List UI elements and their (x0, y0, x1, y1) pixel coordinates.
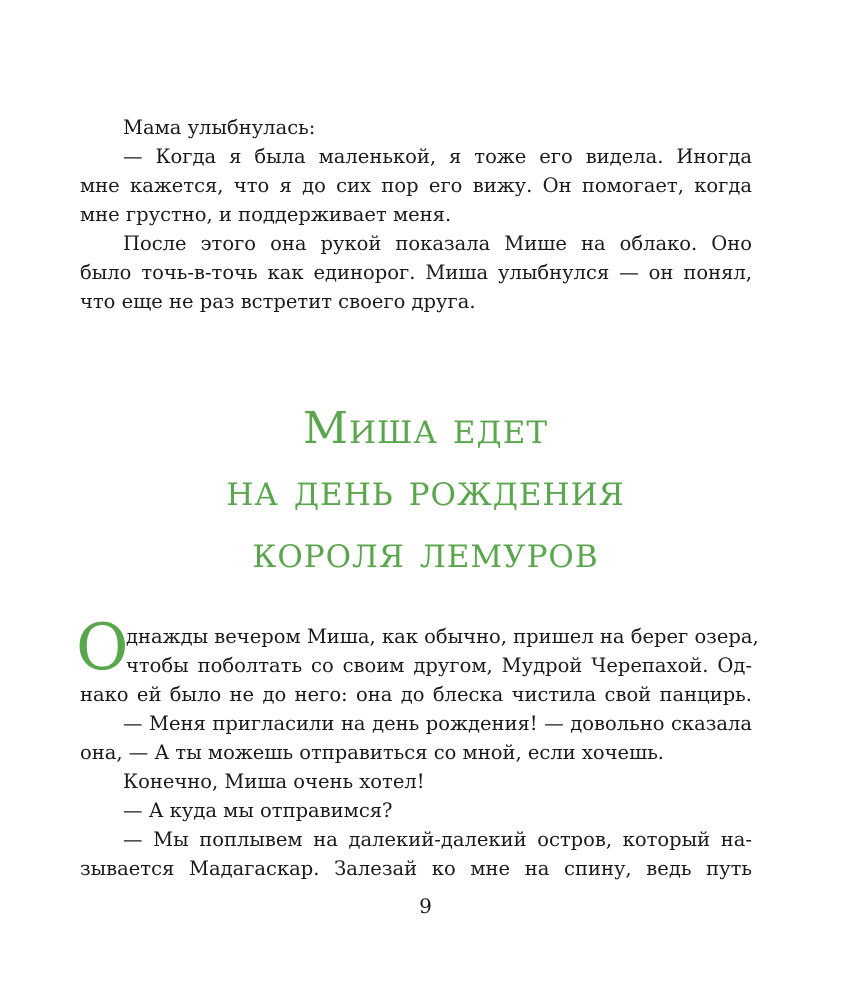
page-number: 9 (419, 894, 432, 918)
chapter-title-line: Миша едет (302, 403, 549, 454)
text-line: было точь-в-точь как единорог. Миша улыбнулся — он понял, (80, 261, 752, 284)
chapter-title (0, 398, 851, 584)
text-line: После этого она рукой показала Мише на облако. Оно (123, 232, 752, 255)
dropcap-paragraph-start (76, 611, 759, 685)
text-line: мне грустно, и поддерживает меня. (80, 203, 452, 226)
chapter-title-line: на день рождения (226, 465, 625, 516)
text-line: — Когда я была маленькой, я тоже его видела. Иногда (123, 145, 752, 168)
text-line: — А куда мы отправимся? (123, 799, 393, 822)
chapter-body (76, 611, 759, 883)
text-line: мне кажется, что я до сих пор его вижу. Он помогает, когда (80, 174, 752, 197)
text-line: чтобы поболтать со своим другом, Мудрой Черепахой. Од- (126, 654, 752, 677)
text-line: — Мы поплывем на далекий-далекий остров, который на- (123, 828, 752, 851)
top-paragraphs (80, 113, 752, 316)
text-line: днажды вечером Миша, как обычно, пришел на берег озера, (126, 625, 759, 648)
text-line: она, — А ты можешь отправиться со мной, если хочешь. (80, 741, 665, 764)
chapter-title-line: короля лемуров (252, 527, 599, 578)
text-line: нако ей было не до него: она до блеска чистила свой панцирь. (80, 683, 752, 706)
text-line: что еще не раз встретит своего друга. (80, 290, 476, 313)
drop-cap: О (76, 611, 129, 685)
text-line: Конечно, Миша очень хотел! (123, 770, 425, 793)
text-line: — Меня пригласили на день рождения! — довольно сказала (123, 712, 752, 735)
text-line: Мама улыбнулась: (123, 116, 316, 139)
text-line: зывается Мадагаскар. Залезай ко мне на спину, ведь путь (80, 857, 752, 880)
